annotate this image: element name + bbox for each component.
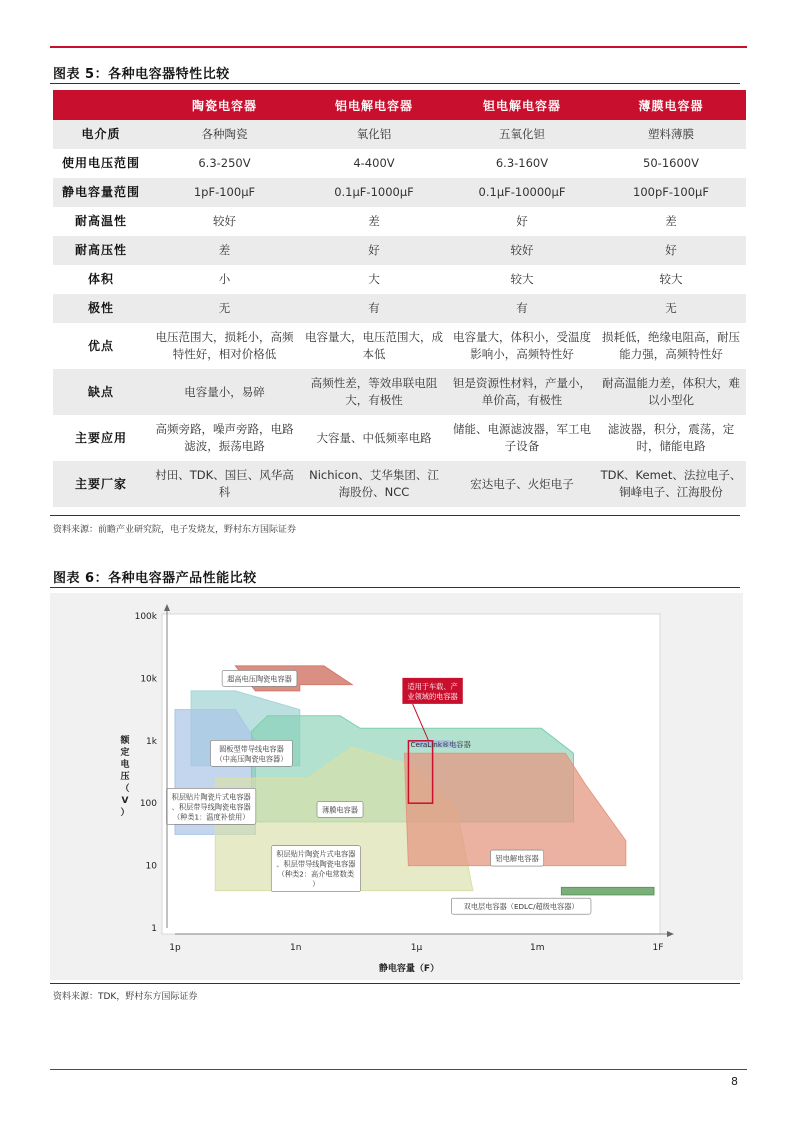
figure6-title: 图表 6：各种电容器产品性能比较 — [53, 571, 257, 586]
table-row — [53, 294, 746, 323]
table-row — [53, 178, 746, 207]
table-row — [53, 149, 746, 178]
region-label — [271, 846, 360, 892]
row-label: 体积 — [53, 265, 149, 294]
table-header-cell: 钽电解电容器 — [448, 90, 596, 120]
label-text: 、积层带导线陶瓷电容器 — [171, 802, 251, 812]
table-cell: 大 — [300, 265, 448, 294]
row-label: 电介质 — [53, 120, 149, 149]
table-cell: 0.1μF-10000μF — [448, 178, 596, 207]
page-number: 8 — [731, 1075, 738, 1088]
table-cell: 电容量大，电压范围大，成本低 — [300, 323, 448, 369]
table-cell: 电容量大，体积小，受温度影响小，高频特性好 — [448, 323, 596, 369]
table-row — [53, 323, 746, 369]
table-header-cell — [53, 90, 149, 120]
table-cell: 损耗低，绝缘电阻高，耐压能力强，高频特性好 — [596, 323, 746, 369]
row-label: 耐高压性 — [53, 236, 149, 265]
label-text: （种类2：高介电常数类 — [277, 869, 355, 879]
capacitor-performance-chart — [50, 593, 743, 980]
x-tick-label: 1F — [652, 943, 664, 953]
label-text: 薄膜电容器 — [322, 805, 359, 815]
table-cell: 差 — [596, 207, 746, 236]
table-cell: 五氧化钽 — [448, 120, 596, 149]
row-label: 缺点 — [53, 369, 149, 415]
table-row — [53, 461, 746, 507]
y-axis-label-char: （ — [120, 784, 130, 794]
table-cell: 差 — [149, 236, 300, 265]
row-label: 主要厂家 — [53, 461, 149, 507]
region-label — [317, 801, 363, 817]
y-axis-label-char: 定 — [120, 748, 130, 758]
table-row — [53, 120, 746, 149]
figure6-bottom-rule — [50, 983, 740, 984]
table-cell: 电压范围大，损耗小，高频特性好，相对价格低 — [149, 323, 300, 369]
table-cell: 小 — [149, 265, 300, 294]
figure6-source: 资料来源：TDK，野村东方国际证券 — [53, 992, 198, 1002]
table-cell: 较大 — [596, 265, 746, 294]
y-tick-label: 10 — [145, 861, 157, 872]
x-tick-label: 1m — [530, 943, 545, 953]
label-text: 双电层电容器（EDLC/超级电容器） — [463, 902, 579, 912]
figure5-bottom-rule — [50, 515, 740, 516]
table-cell: Nichicon、艾华集团、江海股份、NCC — [300, 461, 448, 507]
table-cell: 有 — [448, 294, 596, 323]
figure5-source: 资料来源：前瞻产业研究院，电子发烧友，野村东方国际证券 — [53, 525, 297, 535]
y-tick-label: 1k — [146, 736, 157, 747]
row-label: 优点 — [53, 323, 149, 369]
table-cell: 宏达电子、火炬电子 — [448, 461, 596, 507]
table-cell: TDK、Kemet、法拉电子、铜峰电子、江海股份 — [596, 461, 746, 507]
figure5-title: 图表 5：各种电容器特性比较 — [53, 67, 230, 82]
table-header-cell: 薄膜电容器 — [596, 90, 746, 120]
label-text: 铝电解电容器 — [495, 854, 539, 864]
row-label: 使用电压范围 — [53, 149, 149, 178]
y-tick-label: 100 — [139, 799, 157, 810]
y-tick-label: 10k — [140, 674, 157, 685]
x-tick-label: 1n — [290, 943, 302, 953]
bottom-rule — [50, 1069, 747, 1070]
top-rule — [50, 46, 747, 48]
region-label — [167, 788, 256, 824]
table-cell: 好 — [448, 207, 596, 236]
table-cell: 有 — [300, 294, 448, 323]
table-cell: 大容量、中低频率电路 — [300, 415, 448, 461]
table-cell: 高频旁路，噪声旁路，电路滤波，振荡电路 — [149, 415, 300, 461]
row-label: 耐高温性 — [53, 207, 149, 236]
region-label — [222, 670, 297, 686]
table-cell: 较好 — [448, 236, 596, 265]
label-text: （种类1：温度补偿用） — [172, 812, 250, 822]
region-label — [210, 740, 292, 766]
table-cell: 100pF-100μF — [596, 178, 746, 207]
table-row — [53, 369, 746, 415]
table-cell: 0.1μF-1000μF — [300, 178, 448, 207]
table-row — [53, 265, 746, 294]
figure5-title-rule — [50, 83, 740, 84]
y-axis-label-char: 压 — [120, 772, 130, 782]
table-cell: 各种陶瓷 — [149, 120, 300, 149]
table-row — [53, 207, 746, 236]
row-label: 主要应用 — [53, 415, 149, 461]
region-label — [451, 898, 591, 914]
label-text: 适用于车载、产 — [407, 681, 458, 691]
table-cell: 钽是资源性材料，产量小，单价高，有极性 — [448, 369, 596, 415]
label-text: 积层贴片陶瓷片式电容器 — [276, 849, 356, 859]
label-text: （中高压陶瓷电容器） — [215, 754, 288, 764]
table-header-cell: 铝电解电容器 — [300, 90, 448, 120]
table-cell: 6.3-160V — [448, 149, 596, 178]
table-header-row — [53, 90, 746, 120]
row-label: 静电容量范围 — [53, 178, 149, 207]
region-label — [491, 850, 544, 866]
table-cell: 4-400V — [300, 149, 448, 178]
y-tick-label: 100k — [134, 612, 157, 622]
table-cell: 耐高温能力差，体积大，难以小型化 — [596, 369, 746, 415]
figure6-title-rule — [50, 587, 740, 588]
table-cell: 好 — [596, 236, 746, 265]
x-tick-label: 1μ — [410, 943, 423, 953]
table-cell: 较大 — [448, 265, 596, 294]
x-axis-label: 静电容量（F） — [378, 964, 440, 974]
row-label: 极性 — [53, 294, 149, 323]
table-row — [53, 415, 746, 461]
table-cell: 50-1600V — [596, 149, 746, 178]
capacitor-comparison-table — [53, 90, 746, 507]
table-cell: 6.3-250V — [149, 149, 300, 178]
table-row — [53, 236, 746, 265]
label-text: 圆板型带导线电容器 — [219, 744, 284, 754]
table-cell: 村田、TDK、国巨、风华高科 — [149, 461, 300, 507]
y-axis-label-char: V — [121, 796, 129, 806]
label-text: 超高电压陶瓷电容器 — [227, 674, 292, 684]
table-cell: 滤波器，积分，震荡，定时，储能电路 — [596, 415, 746, 461]
y-axis-label-char: 额 — [120, 736, 130, 746]
table-cell: 塑料薄膜 — [596, 120, 746, 149]
label-text: 业领域的电容器 — [407, 691, 458, 701]
region-area — [561, 887, 654, 895]
table-cell: 无 — [596, 294, 746, 323]
table-cell: 高频性差，等效串联电阻大，有极性 — [300, 369, 448, 415]
table-cell: 好 — [300, 236, 448, 265]
label-text: 、积层带导线陶瓷电容器 — [276, 859, 356, 869]
y-axis-label-char: 电 — [120, 760, 130, 770]
x-tick-label: 1p — [169, 943, 181, 953]
table-cell: 较好 — [149, 207, 300, 236]
table-cell: 储能、电源滤波器，军工电子设备 — [448, 415, 596, 461]
label-text: CeraLink®电容器 — [410, 739, 471, 749]
table-cell: 1pF-100μF — [149, 178, 300, 207]
y-axis-label-char: ） — [120, 808, 130, 818]
table-header-cell: 陶瓷电容器 — [149, 90, 300, 120]
label-text: ） — [312, 879, 320, 889]
table-cell: 氧化铝 — [300, 120, 448, 149]
table-cell: 无 — [149, 294, 300, 323]
label-text: 积层贴片陶瓷片式电容器 — [171, 792, 251, 802]
region-label — [411, 740, 471, 749]
y-tick-label: 1 — [151, 924, 157, 934]
table-cell: 差 — [300, 207, 448, 236]
table-cell: 电容量小，易碎 — [149, 369, 300, 415]
